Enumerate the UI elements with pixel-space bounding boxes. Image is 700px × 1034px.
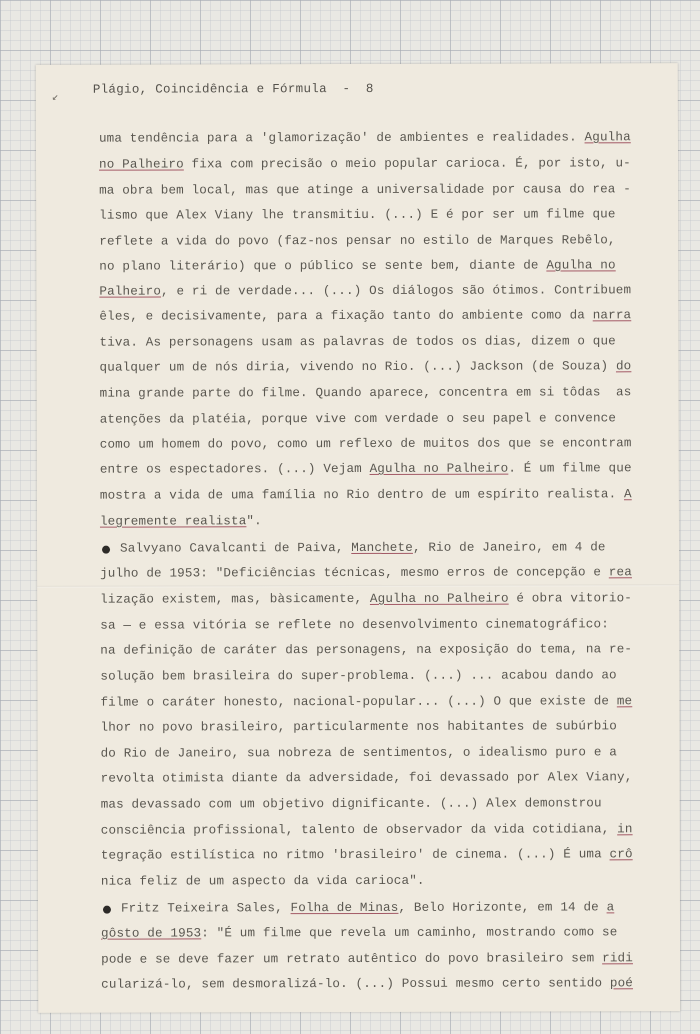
text-segment: mina grande parte do filme. Quando aparece, concentra em si tôdas as	[99, 385, 632, 401]
text-line	[100, 513, 262, 529]
bullet-icon	[103, 906, 111, 914]
underlined-title: Folha de Minas	[290, 900, 399, 916]
text-line	[99, 257, 615, 274]
text-segment: reflete a vida do povo (faz-nos pensar no estilo de Marques Rebêlo,	[99, 233, 616, 249]
underlined-title: Agulha no Palheiro	[369, 461, 509, 476]
text-line	[101, 975, 633, 992]
text-line	[101, 744, 617, 761]
text-line	[100, 435, 632, 452]
text-line	[99, 181, 631, 198]
typewritten-page	[36, 63, 680, 1013]
text-segment: julho de 1953: "Deficiências técnicas, mesmo erros de concepção e	[100, 565, 609, 581]
text-line	[99, 129, 631, 146]
text-segment: ma obra bem local, mas que atinge a universalidade por causa do rea -	[99, 182, 631, 198]
text-segment: Fritz Teixeira Sales,	[120, 901, 291, 916]
text-segment: , e ri de verdade... (...) Os diálogos são ótimos. Contribuem	[161, 283, 632, 299]
text-segment: nica feliz de um aspecto da vida carioca".	[100, 873, 425, 889]
text-line	[99, 333, 615, 350]
text-segment: . É um filme que	[508, 461, 632, 476]
underlined-title: ridi	[602, 951, 633, 966]
underlined-title: Agulha	[584, 130, 631, 145]
text-segment: no plano literário) que o público se sente bem, diante de	[99, 258, 547, 274]
page-header: Plágio, Coincidência e Fórmula - 8	[92, 81, 374, 97]
text-segment: pode e se deve fazer um retrato autêntico do povo brasileiro sem	[101, 951, 603, 967]
text-line	[100, 358, 632, 375]
underlined-title: poé	[609, 976, 634, 991]
text-line	[100, 410, 616, 427]
text-segment: : "É um filme que revela um caminho, mostrando como se	[201, 925, 618, 941]
underlined-title: gôsto de 1953	[101, 926, 202, 941]
text-segment: sa — e essa vitória se reflete no desenvolvimento cinematográfico:	[100, 617, 609, 633]
text-segment: ".	[246, 514, 262, 529]
text-line	[101, 846, 633, 863]
text-segment: filme o caráter honesto, nacional-popular... (...) O que existe de	[100, 694, 617, 710]
underlined-title: me	[616, 694, 633, 709]
text-line	[99, 155, 631, 172]
text-line	[100, 460, 632, 477]
underlined-title: rea	[608, 565, 632, 580]
text-line	[100, 590, 632, 607]
text-line	[100, 718, 616, 735]
text-segment: tegração estilística no ritmo 'brasileiro' de cinema. (...) É uma	[100, 847, 610, 863]
text-segment: atenções da platéia, porque vive com verdade o seu papel e convence	[99, 411, 617, 427]
text-line	[101, 769, 633, 786]
underlined-title: do	[615, 359, 632, 374]
underlined-title: Manchete	[351, 540, 413, 556]
text-line	[99, 206, 615, 223]
underlined-title: crô	[609, 847, 633, 862]
text-line	[100, 486, 632, 503]
text-segment: entre os espectadores. (...) Vejam	[99, 461, 370, 477]
text-line	[99, 282, 631, 299]
underlined-title: in	[617, 822, 633, 837]
text-segment: lismo que Alex Viany lhe transmitiu. (...) E é por ser um filme que	[99, 207, 616, 223]
text-line	[101, 795, 602, 812]
text-segment: uma tendência para a 'glamorização' de ambientes e realidades.	[98, 130, 585, 146]
text-segment: , Belo Horizonte, em 14 de	[398, 900, 607, 915]
text-line	[121, 899, 614, 916]
text-line	[101, 821, 633, 838]
text-segment: , Rio de Janeiro, em 4 de	[412, 540, 606, 555]
underlined-title: narra	[592, 308, 632, 323]
text-segment: na definição de caráter das personagens, na exposição do tema, na re-	[100, 642, 633, 658]
text-segment: Salvyano Cavalcanti de Paiva,	[120, 541, 352, 556]
text-line	[101, 924, 617, 941]
text-line	[120, 539, 606, 556]
text-line	[100, 384, 632, 401]
text-line	[99, 232, 615, 249]
text-segment: fixa com precisão o meio popular carioca. É, por isto, u-	[183, 156, 631, 172]
text-segment: como um homem do povo, como um reflexo de muitos dos que se encontram	[99, 436, 632, 452]
bullet-icon	[102, 546, 110, 554]
text-line	[100, 641, 632, 658]
text-line	[101, 873, 425, 890]
text-segment: é obra vitorio-	[508, 591, 633, 606]
text-segment: qualquer um de nós diria, vivendo no Rio. (...) Jackson (de Souza)	[99, 359, 616, 375]
text-line	[100, 667, 616, 684]
text-segment: lização existem, mas, bàsicamente,	[100, 591, 370, 607]
text-line	[100, 564, 632, 581]
underlined-title: Agulha no	[546, 258, 616, 273]
text-segment: lhor no povo brasileiro, particularmente nos habitantes de subúrbio	[100, 719, 617, 735]
underlined-title: no Palheiro	[99, 157, 184, 172]
underlined-title: legremente realista	[99, 514, 247, 529]
text-line	[99, 307, 631, 324]
text-segment: tiva. As personagens usam as palavras de todos os dias, dizem o que	[99, 334, 616, 350]
text-line	[100, 616, 609, 633]
underlined-title: A	[623, 487, 632, 502]
text-line	[101, 950, 633, 967]
text-segment: revolta otimista diante da adversidade, foi devassado por Alex Viany,	[100, 770, 633, 786]
text-segment: mas devassado com um objetivo dignificante. (...) Alex demonstrou	[100, 796, 602, 812]
text-segment: êles, e decisivamente, para a fixação tanto do ambiente como da	[99, 308, 593, 324]
text-segment: consciência profissional, talento de observador da vida cotidiana,	[100, 822, 618, 838]
underlined-title: a	[606, 900, 615, 915]
underlined-title: Agulha no Palheiro	[369, 591, 509, 606]
text-segment: mostra a vida de uma família no Rio dentro de um espírito realista.	[99, 487, 625, 503]
text-segment: solução bem brasileira do super-problema. (...) ... acabou dando ao	[100, 668, 617, 684]
paper-fold	[37, 584, 679, 588]
page-mark: ↙	[51, 91, 59, 104]
text-line	[100, 693, 632, 710]
underlined-title: Palheiro	[99, 284, 162, 299]
text-segment: cularizá-lo, sem desmoralizá-lo. (...) Possui mesmo certo sentido	[101, 976, 610, 992]
text-segment: do Rio de Janeiro, sua nobreza de sentimentos, o idealismo puro e a	[100, 745, 617, 761]
